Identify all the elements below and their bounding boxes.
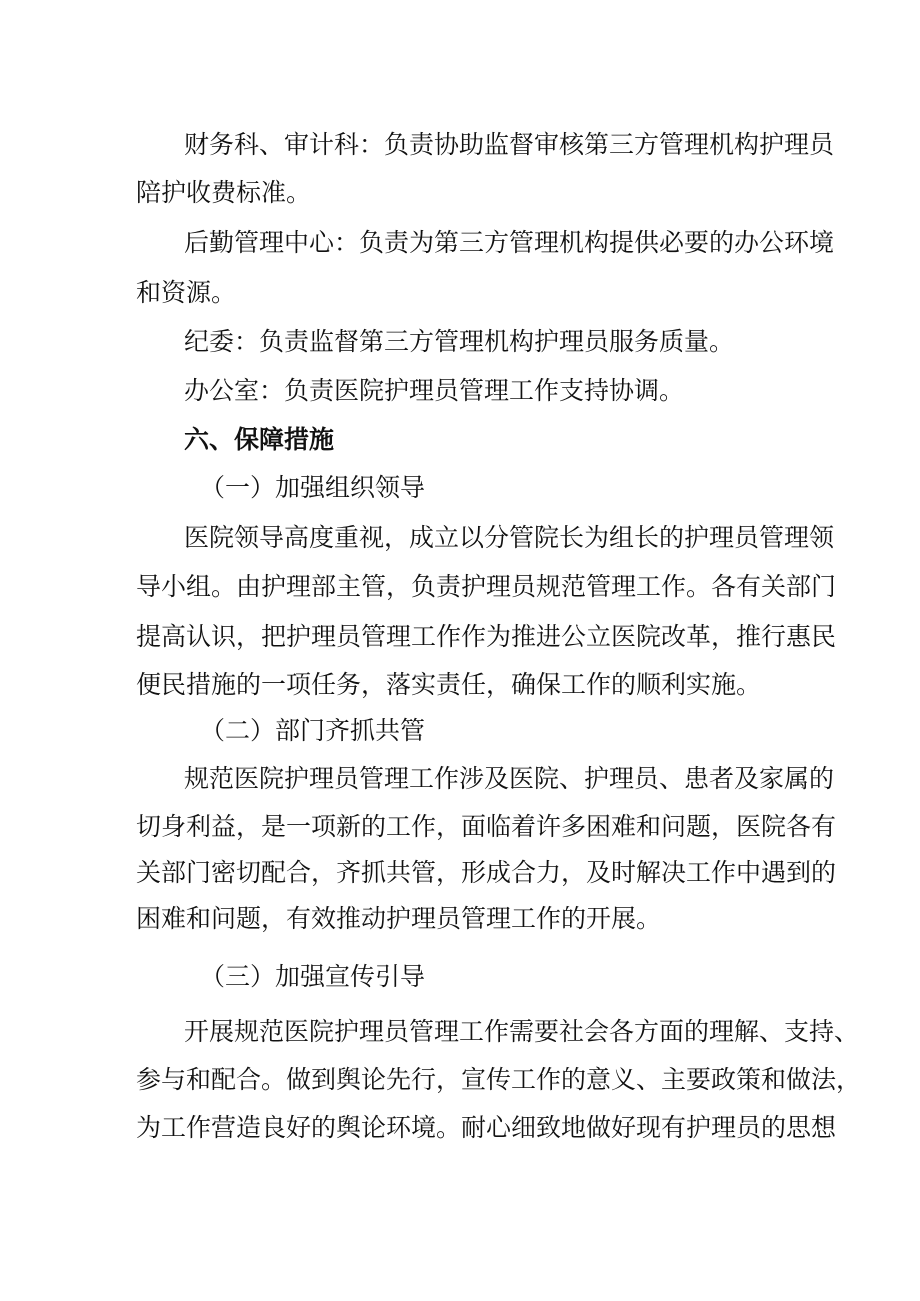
subsection-1-line-4: 便民措施的一项任务，落实责任，确保工作的顺利实施。 (136, 670, 762, 699)
section-heading: 六、保障措施 (184, 425, 335, 454)
subsection-1-line-3: 提高认识，把护理员管理工作作为推进公立医院改革，推行惠民 (136, 622, 837, 651)
subsection-2-line-1: 规范医院护理员管理工作涉及医院、护理员、患者及家属的 (184, 764, 835, 793)
paragraph-logistics-line-1: 后勤管理中心：负责为第三方管理机构提供必要的办公环境 (184, 228, 835, 257)
paragraph-finance-line-2: 陪护收费标准。 (136, 178, 312, 207)
subsection-1-line-2: 导小组。由护理部主管，负责护理员规范管理工作。各有关部门 (136, 572, 837, 601)
subsection-1-line-1: 医院领导高度重视，成立以分管院长为组长的护理员管理领 (184, 523, 835, 552)
subsection-3-line-2: 参与和配合。做到舆论先行，宣传工作的意义、主要政策和做法， (136, 1065, 862, 1094)
paragraph-discipline: 纪委：负责监督第三方管理机构护理员服务质量。 (184, 327, 735, 356)
subsection-3-line-3: 为工作营造良好的舆论环境。耐心细致地做好现有护理员的思想 (136, 1113, 837, 1142)
subsection-title-2: （二）部门齐抓共管 (200, 716, 426, 745)
paragraph-office: 办公室：负责医院护理员管理工作支持协调。 (184, 376, 685, 405)
subsection-2-line-4: 困难和问题，有效推动护理员管理工作的开展。 (136, 904, 662, 933)
paragraph-finance-line-1: 财务科、审计科：负责协助监督审核第三方管理机构护理员 (184, 130, 835, 159)
subsection-3-line-1: 开展规范医院护理员管理工作需要社会各方面的理解、支持、 (184, 1017, 860, 1046)
subsection-title-1: （一）加强组织领导 (200, 473, 426, 502)
subsection-2-line-3: 关部门密切配合，齐抓共管，形成合力，及时解决工作中遇到的 (136, 858, 837, 887)
paragraph-logistics-line-2: 和资源。 (136, 278, 237, 307)
subsection-title-3: （三）加强宣传引导 (200, 962, 426, 991)
subsection-2-line-2: 切身利益，是一项新的工作，面临着许多困难和问题，医院各有 (136, 812, 837, 841)
